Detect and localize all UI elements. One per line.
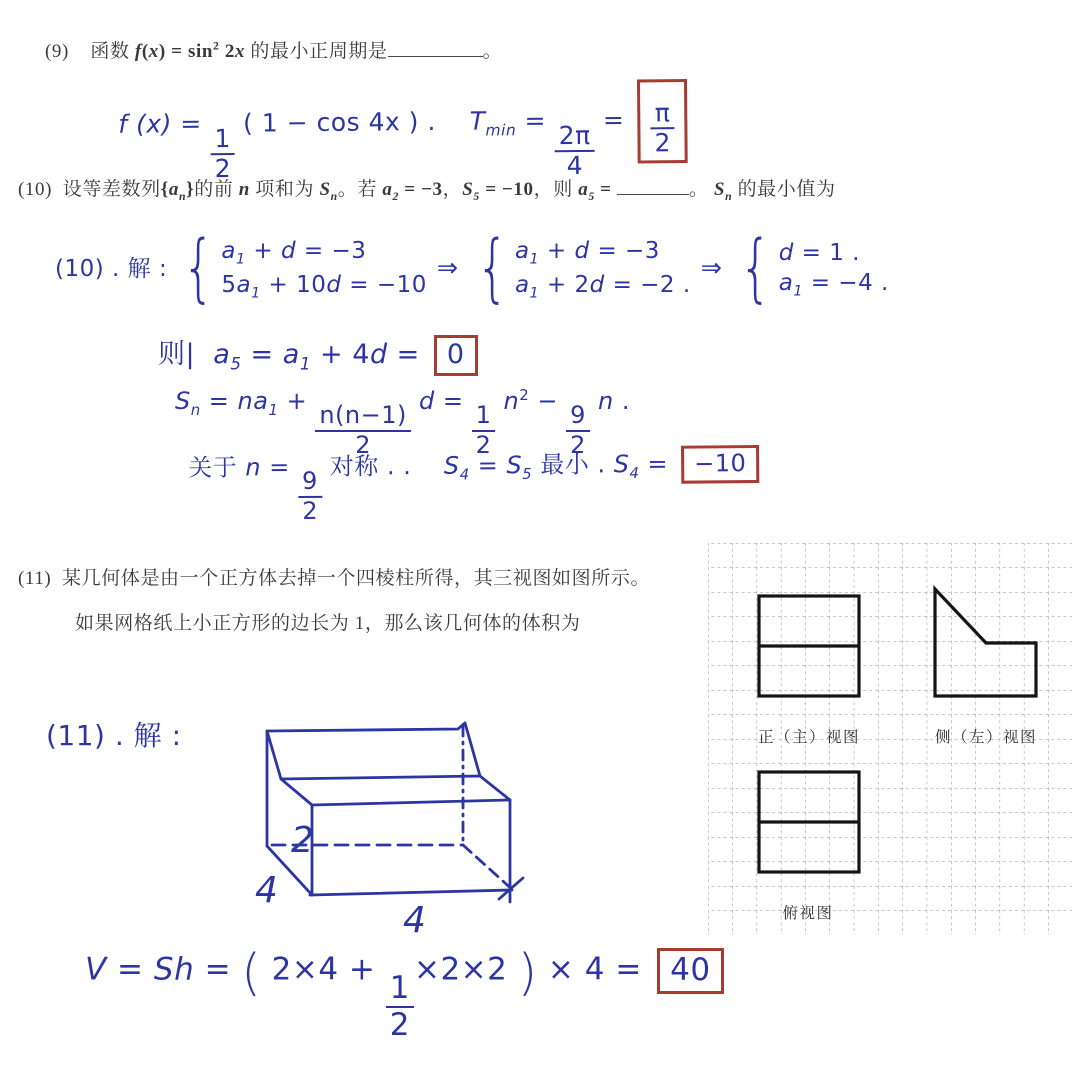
problem-11-text-line-2: 如果网格纸上小正方形的边长为 1，那么该几何体的体积为 <box>75 613 581 634</box>
solution-10-row-2: 则| $a_5 = a_1 + 4d = 0$ <box>158 332 478 376</box>
sketch-dim-width: 4 <box>403 900 426 940</box>
sketch-solid-lines <box>267 723 523 902</box>
problem-9-text: (9) 函数 $f(x) = \sin^2 2x$ 的最小正周期是 。 <box>45 36 502 63</box>
side-view-label: 侧（左）视图 <box>934 729 1038 746</box>
solution-10-row-1: (10) . 解 : { $a_1 + d = -3$ $5a_1 + 10d = -10$ ⇒ { $a_1 + d = -3$ $a_1 + 2d = -2$ . ⇒ { d = 1 . $a_1 = -4$ . <box>55 226 889 312</box>
solution-11-label: (11) . 解 : <box>46 719 182 752</box>
sketch-dim-height: 2 <box>291 820 314 861</box>
front-view-label: 正（主）视图 <box>757 729 861 746</box>
solution-10-row-4: 关于 n = $\frac{9}{2}$ 对称 . . $S_4 = S_5$ 最小 . $S_4 = -10$ <box>188 443 760 525</box>
sketch-dim-depth: 4 <box>255 870 278 911</box>
sketch-hidden-lines <box>272 726 515 892</box>
solution-9-handwriting: f (x) = $\frac{1}{2}$ ( 1 − cos 4x ) . $T_{min}$ = $\frac{2\pi}{4}$ = $\frac{\pi}{2}$ <box>118 79 688 183</box>
solution-10-row-3: $S_n = na_1$ + $\frac{n(n-1)}{2}$ d = $\frac{1}{2}$ $n^2$ − $\frac{9}{2}$ n . <box>175 386 630 459</box>
solid-3d-sketch <box>235 690 555 940</box>
solution-11-formula: V = Sh = ( 2×4 + $\frac{1}{2}$ ×2×2 ) × 4 = 40 <box>85 948 724 1041</box>
problem-11-text-line-1: (11) 某几何体是由一个正方体去掉一个四棱柱所得，其三视图如图所示。 <box>18 568 651 589</box>
three-view-diagram <box>708 543 1072 935</box>
top-view-label: 俯视图 <box>782 905 834 922</box>
problem-10-text: (10) 设等差数列$\{a_n\}$的前 n 项和为 $S_n$。若 $a_2 = -3$，$S_5 = -10$，则 $a_5$ = 。 $S_n$ 的最小值为 <box>18 174 836 204</box>
